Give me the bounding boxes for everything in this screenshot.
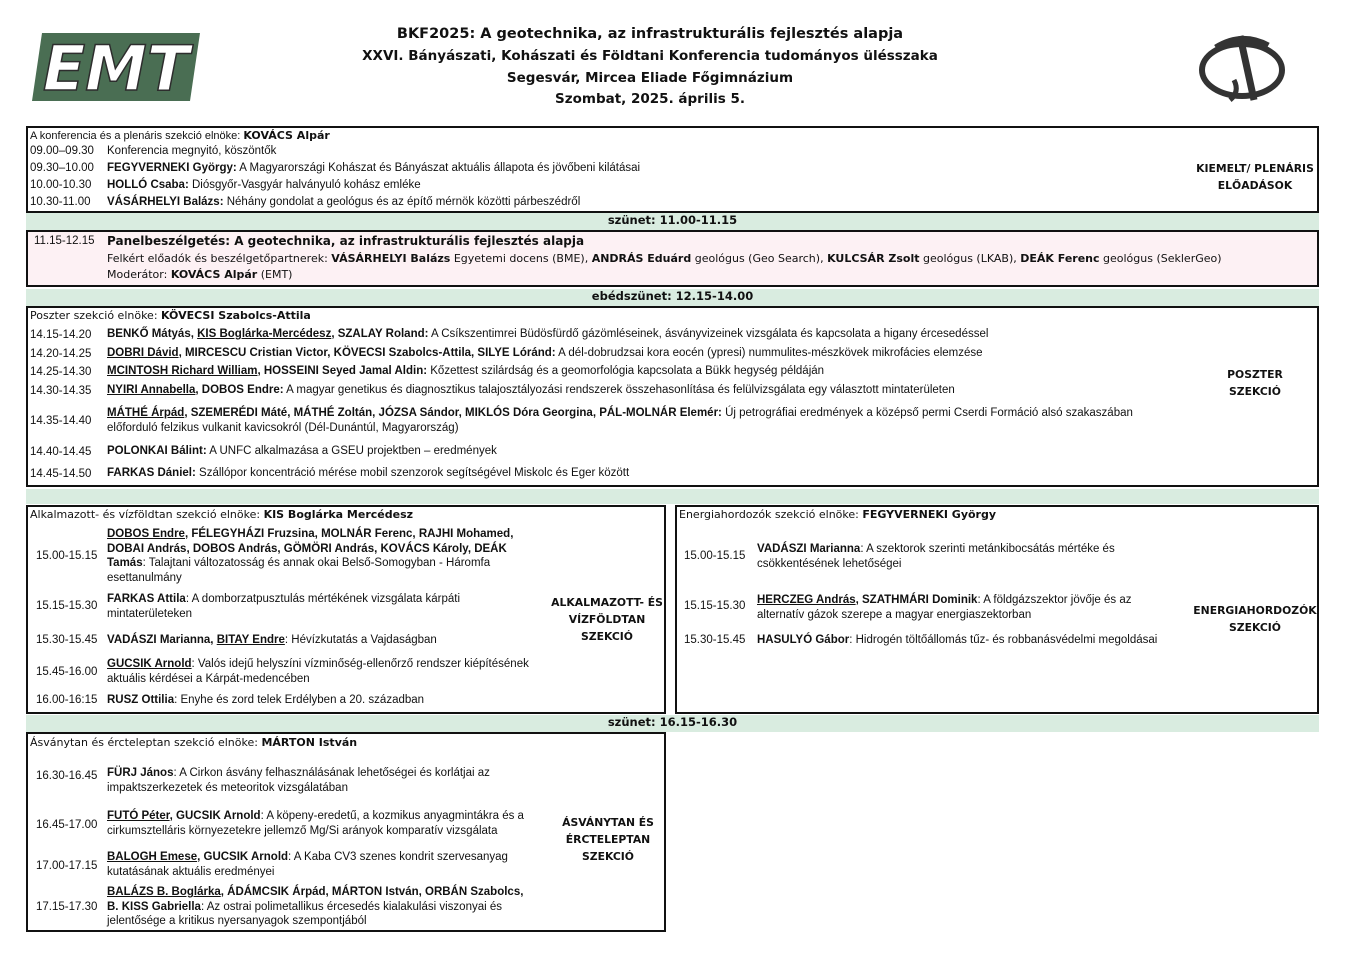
mineral-author: , GUCSIK Arnold: [169, 810, 261, 822]
energy-chair-name: FEGYVERNEKI György: [862, 508, 997, 521]
break-band-3: szünet: 16.15-16.30: [26, 715, 1319, 732]
applied-title: : Valós idejű helyszíni vízminőség-ellenőrző rendszer kiépítésének: [191, 658, 529, 670]
poster-item: [107, 328, 988, 340]
applied-item: [107, 592, 547, 621]
spacer-band: [26, 489, 1319, 504]
energy-item: [757, 593, 1177, 622]
panel-speaker-role: geológus (LKAB),: [919, 252, 1021, 265]
panel-invited-prefix: Felkért előadók és beszélgetőpartnerek:: [107, 252, 332, 265]
mineral-title: : Az ostrai polimetallikus ércesedés kialakulási viszonyai és: [200, 900, 503, 913]
poster-presenter: KIS Boglárka-Mercédesz: [197, 328, 332, 340]
mineral-presenter: BALOGH Emese: [107, 851, 198, 863]
conference-subtitle: XXVI. Bányászati, Kohászati és Földtani Konferencia tudományos ülésszaka: [362, 48, 938, 64]
panel-moderator-name: KOVÁCS Alpár: [170, 268, 258, 281]
energy-time: 15.15-15.30: [684, 600, 746, 612]
applied-chair-prefix: Alkalmazott- és vízföldtan szekció elnöke:: [30, 508, 264, 521]
mineral-title: : A Cirkon ásvány felhasználásának lehetőségei és korlátjai az: [173, 767, 490, 779]
poster-label-line1: POSZTER: [1227, 368, 1283, 381]
mineral-author: , GUCSIK Arnold: [197, 851, 289, 863]
energy-item: [757, 542, 1177, 571]
energy-item: [757, 633, 1157, 648]
mineral-section-label: [553, 814, 663, 865]
poster-title: A magyar genetikus és diagnosztikus talajosztályozási rendszerek összehasonlítása és felülvizsgálata egy választott mintaterületen: [283, 384, 955, 396]
mineral-item: [107, 885, 557, 929]
poster-author: FARKAS Dániel:: [107, 467, 196, 479]
plenary-speaker: HOLLÓ Csaba:: [107, 179, 189, 191]
plenary-time: 10.00-10.30: [30, 179, 92, 191]
mineral-author: , ÁDÁMCSIK Árpád, MÁRTON István, ORBÁN Szabolcs,: [220, 886, 524, 898]
plenary-chair-prefix: A konferencia és a plenáris szekció elnöke:: [30, 130, 244, 142]
hammer-pick-logo: [1196, 28, 1288, 108]
poster-section-label: [1190, 366, 1320, 400]
poster-author: BENKŐ Mátyás,: [107, 328, 198, 340]
energy-time: 15.30-15.45: [684, 634, 746, 646]
panel-speaker-role: Egyetemi docens (BME),: [450, 252, 592, 265]
panel-invited: [107, 252, 1222, 265]
panel-speaker-role: geológus (Geo Search),: [691, 252, 828, 265]
plenary-chair: [30, 129, 330, 142]
energy-presenter: HERCZEG András: [757, 594, 856, 606]
plenary-item: [107, 179, 421, 191]
applied-title: : Enyhe és zord telek Erdélyben a 20. században: [174, 694, 425, 706]
poster-item: [107, 445, 497, 457]
plenary-item-text: Diósgyőr-Vasgyár halványuló kohász emléke: [188, 179, 421, 191]
plenary-speaker: FEGYVERNEKI György:: [107, 162, 237, 174]
applied-chair: [30, 508, 413, 521]
applied-author: Tamás: [107, 557, 143, 569]
break-band-2: ebédszünet: 12.15-14.00: [26, 289, 1319, 306]
mineral-presenter: BALÁZS B. Boglárka: [107, 886, 221, 898]
plenary-time: 09.00–09.30: [30, 145, 94, 157]
applied-time: 16.00-16:15: [36, 694, 98, 706]
poster-time: 14.45-14.50: [30, 468, 92, 480]
poster-item: [107, 407, 1133, 419]
mineral-time: 17.15-17.30: [36, 901, 98, 913]
poster-time: 14.15-14.20: [30, 329, 92, 341]
applied-title-continued: esettanulmány: [107, 571, 182, 584]
applied-title-continued: mintaterületeken: [107, 607, 193, 620]
panel-speaker: VÁSÁRHELYI Balázs: [331, 252, 451, 265]
mineral-chair: [30, 736, 357, 749]
applied-presenter: BITAY Endre: [216, 634, 285, 646]
panel-speaker-role: geológus (SeklerGeo): [1099, 252, 1222, 265]
plenary-time: 09.30–10.00: [30, 162, 94, 174]
applied-item: [107, 527, 547, 585]
poster-title: A Csíkszentimrei Büdösfürdő gázömléseinek, ásványvizeinek vizsgálata és kapcsolata a higany ércesedéssel: [428, 328, 989, 340]
poster-presenter: NYIRI Annabella: [107, 384, 196, 396]
poster-author: POLONKAI Bálint:: [107, 445, 207, 457]
poster-time: 14.20-14.25: [30, 348, 92, 360]
mineral-label-line3: SZEKCIÓ: [582, 850, 634, 863]
emt-logo-text: EMT: [42, 33, 190, 101]
poster-time: 14.35-14.40: [30, 415, 92, 427]
poster-chair: [30, 309, 311, 322]
poster-title: Új petrográfiai eredmények a középső permi Cserdi Formáció alsó szakaszában: [721, 407, 1133, 419]
poster-title: A dél-dobrudzsai kora eocén (ypresi) nummulites-mészkövek mikrofácies elemzése: [555, 347, 983, 359]
mineral-chair-name: MÁRTON István: [261, 736, 358, 749]
poster-author: , HOSSEINI Seyed Jamal Aldin:: [257, 365, 428, 377]
plenary-label-line2: ELŐADÁSOK: [1217, 179, 1293, 192]
poster-label-line2: SZEKCIÓ: [1229, 385, 1281, 398]
poster-item: [107, 347, 983, 359]
mineral-label-line2: ÉRCTELEPTAN: [565, 833, 651, 846]
mineral-item: [107, 766, 557, 795]
applied-item: [107, 657, 557, 686]
panel-speaker: DEÁK Ferenc: [1020, 252, 1100, 265]
energy-title: : A szektorok szerinti metánkibocsátás mértéke és: [860, 543, 1115, 555]
poster-author: , DOBOS Endre:: [195, 384, 284, 396]
energy-title: : Hidrogén töltőállomás tűz- és robbanásvédelmi megoldásai: [849, 634, 1158, 646]
applied-presenter: DOBOS Endre: [107, 528, 185, 540]
mineral-presenter: FUTÓ Péter: [107, 810, 170, 822]
plenary-item: [107, 162, 640, 174]
mineral-label-line1: ÁSVÁNYTAN ÉS: [562, 816, 654, 829]
applied-label-line1: ALKALMAZOTT- ÉS: [551, 596, 663, 609]
energy-label-line1: ENERGIAHORDOZÓK: [1193, 604, 1317, 617]
applied-chair-name: KIS Boglárka Mercédesz: [263, 508, 414, 521]
poster-item: [107, 365, 824, 377]
plenary-item: [107, 196, 580, 208]
poster-chair-prefix: Poszter szekció elnöke:: [30, 309, 162, 322]
emt-logo: [32, 33, 200, 101]
poster-presenter: DOBRI Dávid: [107, 347, 179, 359]
applied-presenter: GUCSIK Arnold: [107, 658, 192, 670]
plenary-chair-name: KOVÁCS Alpár: [243, 129, 330, 142]
applied-presenter: FARKAS Attila: [107, 593, 186, 605]
applied-time: 15.00-15.15: [36, 550, 98, 562]
panel-speaker: KULCSÁR Zsolt: [827, 252, 920, 265]
poster-time: 14.30-14.35: [30, 385, 92, 397]
poster-chair-name: KÖVECSI Szabolcs-Attila: [161, 309, 311, 322]
poster-time: 14.40-14.45: [30, 446, 92, 458]
applied-presenter: RUSZ Ottilia: [107, 694, 175, 706]
applied-label-line3: SZEKCIÓ: [581, 630, 633, 643]
poster-title: A UNFC alkalmazása a GSEU projektben – eredmények: [206, 445, 497, 457]
mineral-presenter: FÜRJ János: [107, 767, 174, 779]
applied-item: [107, 693, 424, 708]
energy-chair-prefix: Energiahordozók szekció elnöke:: [679, 508, 863, 521]
poster-title: Kőzettest szilárdság és a geomorfológia kapcsolata a Bükk hegység példáján: [427, 365, 825, 377]
mineral-author: B. KISS Gabriella: [107, 900, 201, 913]
panel-time: 11.15-12.15: [34, 235, 95, 247]
applied-time: 15.30-15.45: [36, 634, 98, 646]
energy-chair: [679, 508, 996, 521]
mineral-item: [107, 809, 557, 838]
energy-title-continued: csökkentésének lehetőségei: [757, 557, 902, 570]
poster-author: , SZALAY Roland:: [331, 328, 429, 340]
poster-title: Szállópor koncentráció mérése mobil szenzorok segítségével Miskolc és Eger között: [195, 467, 630, 479]
applied-title-continued: aktuális kérdései a Kárpát-medencében: [107, 672, 310, 685]
mineral-time: 17.00-17.15: [36, 860, 98, 872]
conference-title: BKF2025: A geotechnika, az infrastrukturális fejlesztés alapja: [396, 26, 904, 42]
poster-title-continued: előforduló felzikus vulkanit kavicsokról (Dél-Dunántúl, Magyarország): [107, 422, 459, 434]
plenary-speaker: VÁSÁRHELYI Balázs:: [107, 196, 224, 208]
energy-presenter: VADÁSZI Marianna: [757, 543, 861, 555]
poster-author: , MIRCESCU Cristian Victor, KÖVECSI Szabolcs-Attila, SILYE Lóránd:: [178, 347, 556, 359]
poster-time: 14.25-14.30: [30, 366, 92, 378]
panel-title: Panelbeszélgetés: A geotechnika, az infrastrukturális fejlesztés alapja: [107, 234, 585, 248]
applied-label-line2: VÍZFÖLDTAN: [568, 613, 646, 626]
energy-presenter: HASULYÓ Gábor: [757, 634, 850, 646]
poster-presenter: MÁTHÉ Árpád: [107, 407, 185, 419]
plenary-item-text: Konferencia megnyitó, köszöntők: [107, 145, 277, 157]
panel-moderator: [107, 268, 292, 281]
plenary-item-text: Néhány gondolat a geológus és az építő mérnök közötti párbeszédről: [223, 196, 581, 208]
energy-label-line2: SZEKCIÓ: [1229, 621, 1281, 634]
mineral-title-continued: cirkumsztelláris környezetekre jellemző Mg/Si arányok komparatív vizsgálata: [107, 824, 498, 837]
energy-section-label: [1190, 602, 1320, 636]
mineral-time: 16.45-17.00: [36, 819, 98, 831]
mineral-chair-prefix: Ásványtan és ércteleptan szekció elnöke:: [30, 736, 262, 749]
applied-title: : A domborzatpusztulás mértékének vizsgálata kárpáti: [185, 593, 461, 605]
mineral-title-continued: kutatásának aktuális eredményei: [107, 865, 275, 878]
applied-title: : Hévízkutatás a Vajdaságban: [284, 634, 437, 646]
plenary-time: 10.30-11.00: [30, 196, 91, 208]
break-band-1: szünet: 11.00-11.15: [26, 213, 1319, 230]
panel-moderator-prefix: Moderátor:: [107, 268, 171, 281]
mineral-item: [107, 850, 557, 879]
energy-author: , SZATHMÁRI Dominik: [855, 594, 978, 606]
mineral-title-continued: impaktszerkezetek és meteoritok vizsgálatában: [107, 781, 348, 794]
mineral-time: 16.30-16.45: [36, 770, 98, 782]
applied-time: 15.15-15.30: [36, 600, 98, 612]
poster-author: , SZEMERÉDI Máté, MÁTHÉ Zoltán, JÓZSA Sándor, MIKLÓS Dóra Georgina, PÁL-MOLNÁR Elemér:: [184, 407, 722, 419]
applied-author: VADÁSZI Marianna,: [107, 634, 217, 646]
energy-title: : A földgázszektor jövője és az: [977, 594, 1132, 606]
poster-item: [107, 467, 629, 479]
mineral-title: : A Kaba CV3 szenes kondrit szervesanyag: [288, 851, 508, 863]
plenary-item-text: A Magyarországi Kohászat és Bányászat aktuális állapota és jövőbeni kilátásai: [236, 162, 641, 174]
panel-moderator-org: (EMT): [257, 268, 293, 281]
plenary-item: [107, 145, 276, 157]
plenary-section-label: [1190, 160, 1320, 194]
applied-author: , FÉLEGYHÁZI Fruzsina, MOLNÁR Ferenc, RAJHI Mohamed,: [184, 528, 514, 540]
energy-time: 15.00-15.15: [684, 550, 746, 562]
plenary-label-line1: KIEMELT/ PLENÁRIS: [1196, 162, 1314, 175]
poster-item: [107, 384, 955, 396]
poster-presenter: MCINTOSH Richard William: [107, 365, 258, 377]
conference-date: Szombat, 2025. április 5.: [555, 91, 745, 107]
applied-title: : Talajtani változatosság és annak okai Belső-Somogyban - Háromfa: [142, 557, 491, 569]
mineral-title: : A köpeny-eredetű, a kozmikus anyagmintákra és a: [260, 810, 524, 822]
mineral-title-continued: jelentősége a kritikus nyersanyagok szempontjából: [107, 915, 367, 927]
applied-author: DOBAI András, DOBOS András, GÖMÖRI András, KOVÁCS Károly, DEÁK: [107, 542, 507, 555]
applied-section-label: [548, 594, 666, 645]
applied-time: 15.45-16.00: [36, 666, 98, 678]
energy-title-continued: alternatív gázok szerepe a magyar energiaszektorban: [757, 608, 1032, 621]
panel-speaker: ANDRÁS Eduárd: [591, 252, 692, 265]
conference-venue: Segesvár, Mircea Eliade Főgimnázium: [506, 70, 794, 86]
applied-item: [107, 633, 437, 648]
